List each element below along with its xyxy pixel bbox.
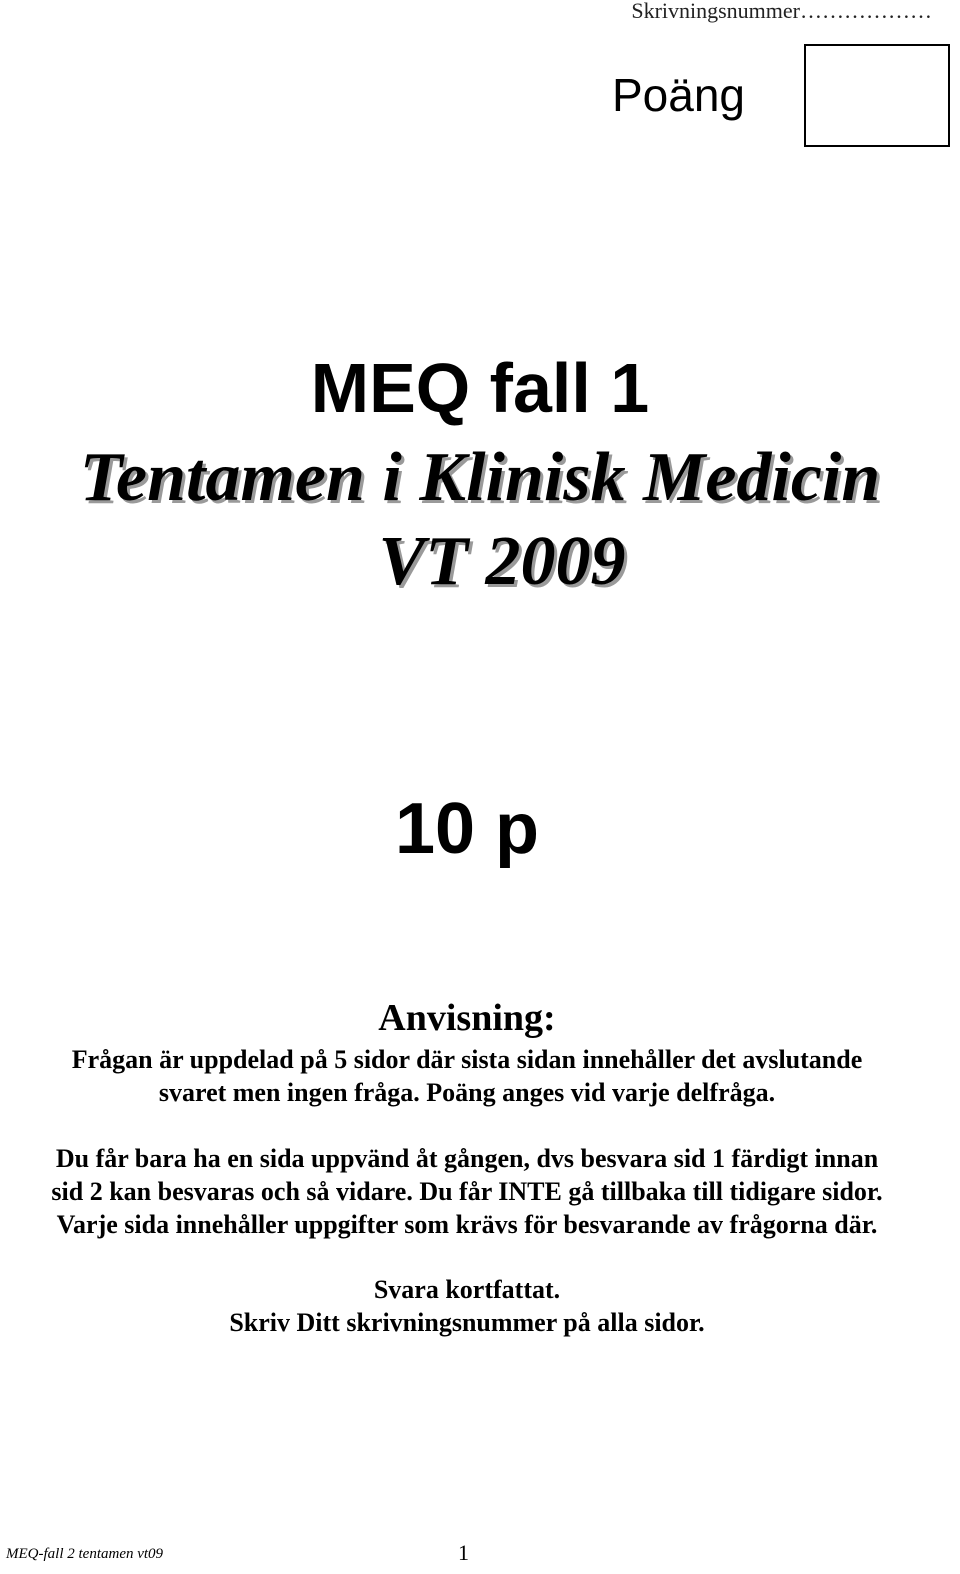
instructions-heading: Anvisning: (378, 997, 556, 1039)
instructions-line: Svara kortfattat. (373, 1275, 561, 1304)
instructions-paragraph-2 (0, 1142, 934, 1241)
footer-page-number: 1 (458, 1540, 469, 1565)
instructions-line: svaret men ingen fråga. Poäng anges vid varje delfråga. (158, 1078, 776, 1107)
page-title: MEQ fall 1 (310, 349, 650, 427)
exam-number-label: Skrivningsnummer……………… (631, 0, 932, 23)
points-box[interactable] (804, 44, 950, 147)
instructions-paragraph-1 (0, 1043, 934, 1109)
subtitle-line-2: VT 2009 (378, 523, 626, 600)
instructions-line: Frågan är uppdelad på 5 sidor där sista sidan innehåller det avslutande (71, 1045, 863, 1074)
total-points: 10 p (394, 789, 540, 869)
instructions-line: Varje sida innehåller uppgifter som krävs för besvarande av frågorna där. (56, 1210, 878, 1239)
instructions-line: Skriv Ditt skrivningsnummer på alla sidor. (229, 1308, 705, 1337)
subtitle-line-1: Tentamen i Klinisk Medicin (79, 439, 881, 516)
footer-document-name: MEQ-fall 2 tentamen vt09 (6, 1546, 164, 1562)
points-label: Poäng (612, 69, 746, 121)
instructions-line: sid 2 kan besvaras och så vidare. Du får INTE gå tillbaka till tidigare sidor. (51, 1177, 883, 1206)
instructions-line: Du får bara ha en sida uppvänd åt gången, dvs besvara sid 1 färdigt innan (55, 1144, 879, 1173)
instructions-paragraph-3 (0, 1273, 934, 1339)
